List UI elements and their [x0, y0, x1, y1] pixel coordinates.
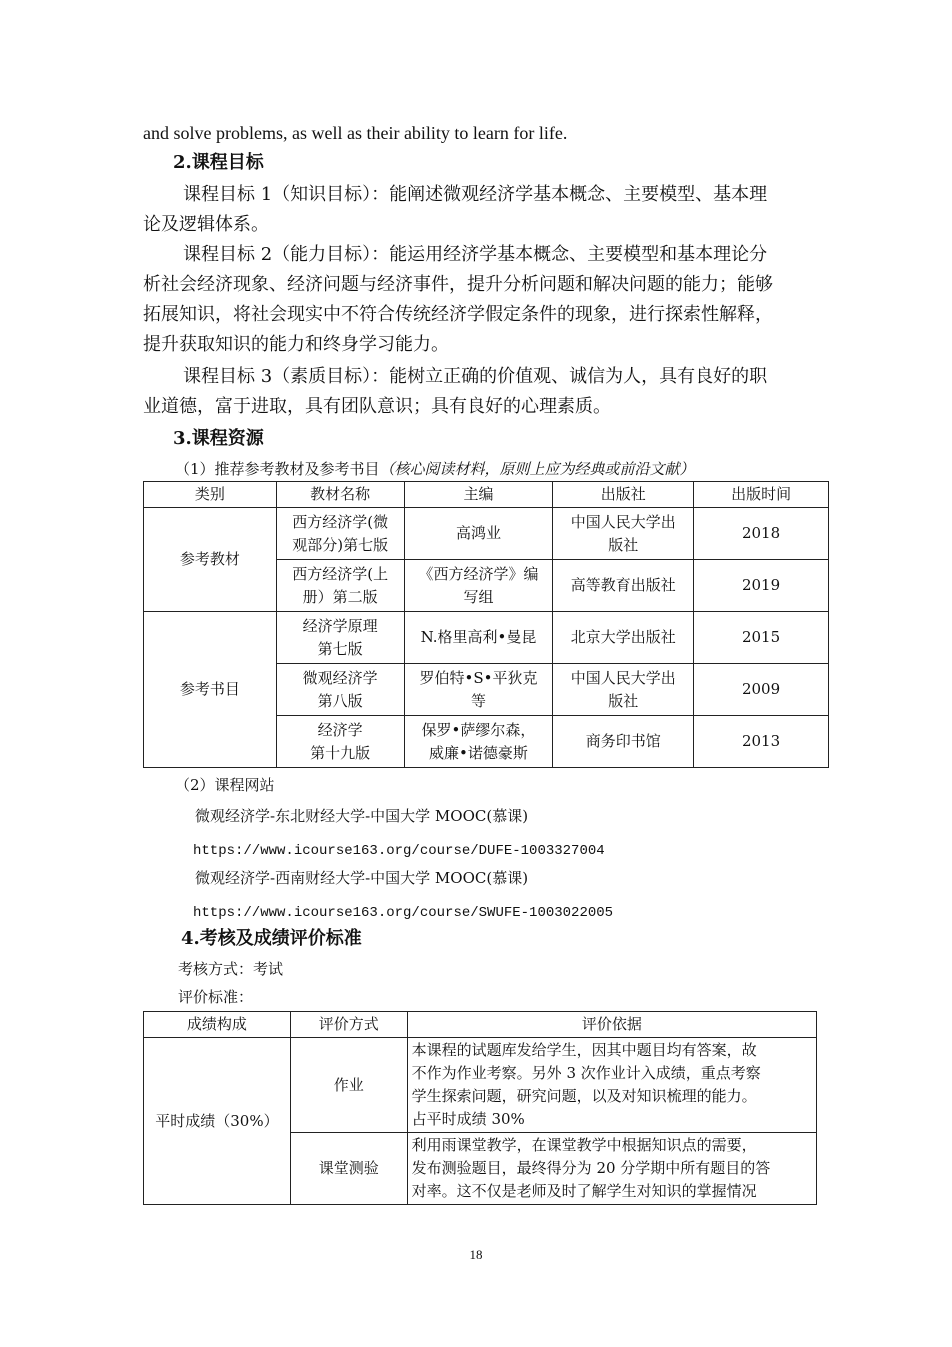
book-name-cell: 微观经济学 第八版: [276, 664, 404, 716]
method-cell: 课堂测验: [290, 1133, 407, 1205]
book-table-header: 教材名称: [276, 482, 404, 508]
category-cell: 参考书目: [144, 612, 277, 768]
editor-cell: 罗伯特•S•平狄克 等: [404, 664, 553, 716]
goal2-line1: 课程目标 2（能力目标）：能运用经济学基本概念、主要模型和基本理论分: [183, 244, 768, 265]
book-table-header: 出版社: [553, 482, 694, 508]
editor-cell: N.格里高利•曼昆: [404, 612, 553, 664]
year-cell: 2013: [694, 716, 829, 768]
book-name-cell: 经济学原理 第七版: [276, 612, 404, 664]
grade-table-header: 评价方式: [290, 1012, 407, 1038]
book-name-cell: 西方经济学(上 册）第二版: [276, 560, 404, 612]
basis-cell: 本课程的试题库发给学生，因其中题目均有答案，故 不作为作业考察。另外 3 次作业计入成绩，重点考察 学生探索问题，研究问题，以及对知识梳理的能力。 占平时成绩 30%: [407, 1038, 816, 1133]
editor-cell: 高鸿业: [404, 508, 553, 560]
sub1-note: （核心阅读材料，原则上应为经典或前沿文献）: [379, 460, 695, 478]
site1-name: 微观经济学-东北财经大学-中国大学 MOOC(慕课): [195, 807, 529, 825]
grade-table-header: 成绩构成: [144, 1012, 291, 1038]
goal1-line1: 课程目标 1（知识目标）：能阐述微观经济学基本概念、主要模型、基本理: [183, 184, 768, 205]
publisher-cell: 高等教育出版社: [553, 560, 694, 612]
table-row: [144, 1038, 817, 1133]
section3-heading: 3.课程资源: [173, 428, 264, 449]
goal2-line3: 拓展知识，将社会现实中不符合传统经济学假定条件的现象，进行探索性解释，: [143, 304, 773, 325]
basis-cell: 利用雨课堂教学，在课堂教学中根据知识点的需要， 发布测验题目，最终得分为 20 分学期中所有题目的答 对率。这不仅是老师及时了解学生对知识的掌握情况: [407, 1133, 816, 1205]
table-row: [144, 612, 829, 664]
criteria-label: 评价标准：: [178, 988, 254, 1006]
goal1-line2: 论及逻辑体系。: [143, 214, 269, 235]
component-cell: 平时成绩（30%）: [144, 1038, 291, 1205]
site2-url-link[interactable]: https://www.icourse163.org/course/SWUFE-1003022005: [193, 905, 614, 921]
sub2-heading: （2）课程网站: [175, 776, 275, 794]
publisher-cell: 商务印书馆: [553, 716, 694, 768]
exam-mode: 考核方式：考试: [178, 960, 284, 978]
table-row: [144, 508, 829, 560]
publisher-cell: 中国人民大学出 版社: [553, 664, 694, 716]
book-table: [143, 481, 829, 768]
goal2-line2: 析社会经济现象、经济问题与经济事件，提升分析问题和解决问题的能力；能够: [143, 274, 773, 295]
intro-tail: and solve problems, as well as their ability to learn for life.: [143, 123, 568, 143]
book-table-header: 类别: [144, 482, 277, 508]
sub1-prefix: （1）推荐参考教材及参考书目: [175, 460, 380, 478]
sub1-line: [143, 458, 843, 480]
year-cell: 2009: [694, 664, 829, 716]
site1-url-link[interactable]: https://www.icourse163.org/course/DUFE-1003327004: [193, 843, 605, 859]
site2-name: 微观经济学-西南财经大学-中国大学 MOOC(慕课): [195, 869, 529, 887]
book-name-cell: 经济学 第十九版: [276, 716, 404, 768]
section4-heading: 4.考核及成绩评价标准: [181, 928, 362, 949]
grade-table: [143, 1011, 817, 1205]
category-cell: 参考教材: [144, 508, 277, 612]
goal3-line1: 课程目标 3（素质目标）：能树立正确的价值观、诚信为人，具有良好的职: [183, 366, 768, 387]
editor-cell: 保罗•萨缪尔森， 威廉•诺德豪斯: [404, 716, 553, 768]
editor-cell: 《西方经济学》编 写组: [404, 560, 553, 612]
page-number: 18: [469, 1247, 483, 1262]
year-cell: 2015: [694, 612, 829, 664]
goal3-line2: 业道德，富于进取，具有团队意识；具有良好的心理素质。: [143, 396, 611, 417]
book-table-header: 主编: [404, 482, 553, 508]
goal2-line4: 提升获取知识的能力和终身学习能力。: [143, 334, 449, 355]
section2-heading: 2.课程目标: [173, 152, 264, 173]
year-cell: 2019: [694, 560, 829, 612]
grade-table-header: 评价依据: [407, 1012, 816, 1038]
year-cell: 2018: [694, 508, 829, 560]
book-name-cell: 西方经济学(微 观部分)第七版: [276, 508, 404, 560]
publisher-cell: 中国人民大学出 版社: [553, 508, 694, 560]
publisher-cell: 北京大学出版社: [553, 612, 694, 664]
method-cell: 作业: [290, 1038, 407, 1133]
book-table-header: 出版时间: [694, 482, 829, 508]
